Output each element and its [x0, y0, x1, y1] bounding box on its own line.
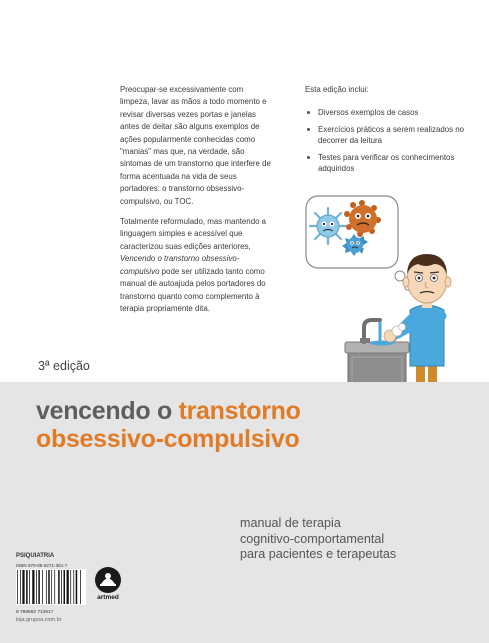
blurb-p2-end: pode ser utilizado tanto como manual de autoajuda pelos portadores do transtorno quanto como complemento à terapia propriamente dita.	[120, 266, 266, 313]
title-line-2: obsessivo-compulsivo	[36, 425, 300, 453]
blurb-paragraph-1: Preocupar-se excessivamente com limpeza, lavar as mãos a todo momento e revisar diversas vezes portas e janelas antes de deitar são alguns exemplos de ações popularmente conhecidas como "manias" mas que, na verdade, são sintomas de um transtorno que interfere de forma acentuada na vida de seus portadores: o transtorno obsessivo-compulsivo, ou TOC.	[120, 85, 271, 206]
edition-includes	[305, 84, 473, 180]
book-title	[36, 397, 301, 453]
includes-item: Diversos exemplos de casos	[305, 107, 473, 118]
includes-item: Exercícios práticos a serem realizados no decorrer da leitura	[305, 124, 473, 146]
germ-blue-icon	[310, 208, 346, 244]
publisher-name: artmed	[97, 594, 119, 601]
hand-washing-illustration	[298, 192, 478, 402]
subtitle-line-1: manual de terapia	[240, 516, 341, 530]
subtitle-line-3: para pacientes e terapeutas	[240, 547, 397, 561]
title-part-gray: vencendo o	[36, 397, 179, 425]
blurb-book-title: Vencendo o transtorno obsessivo-compulsivo	[120, 254, 240, 276]
barcode-block	[16, 563, 88, 615]
website-text: loja.grupoa.com.br	[16, 617, 62, 623]
title-part-orange: transtorno	[178, 397, 301, 425]
barcode-icon	[16, 569, 86, 605]
barcode-number: 9 788582 713617	[16, 610, 54, 615]
blurb-p2-start: Totalmente reformulado, mas mantendo a linguagem simples e acessível que caracterizou suas edições anteriores,	[120, 217, 267, 251]
book-subtitle	[240, 516, 396, 563]
title-line-1	[36, 397, 301, 425]
category-label: PSIQUIATRIA	[16, 553, 55, 559]
isbn-text: ISBN 978-85-8271-361-7	[16, 563, 68, 568]
subtitle-line-2: cognitivo-comportamental	[240, 531, 385, 546]
blurb-paragraph-2	[120, 216, 272, 315]
includes-heading: Esta edição inclui:	[305, 85, 369, 94]
includes-item: Testes para verificar os conhecimentos adquiridos	[305, 152, 473, 174]
edition-label: 3ª edição	[38, 359, 90, 373]
includes-list	[305, 107, 473, 174]
blurb-text	[120, 84, 272, 323]
artmed-logo	[93, 565, 123, 601]
